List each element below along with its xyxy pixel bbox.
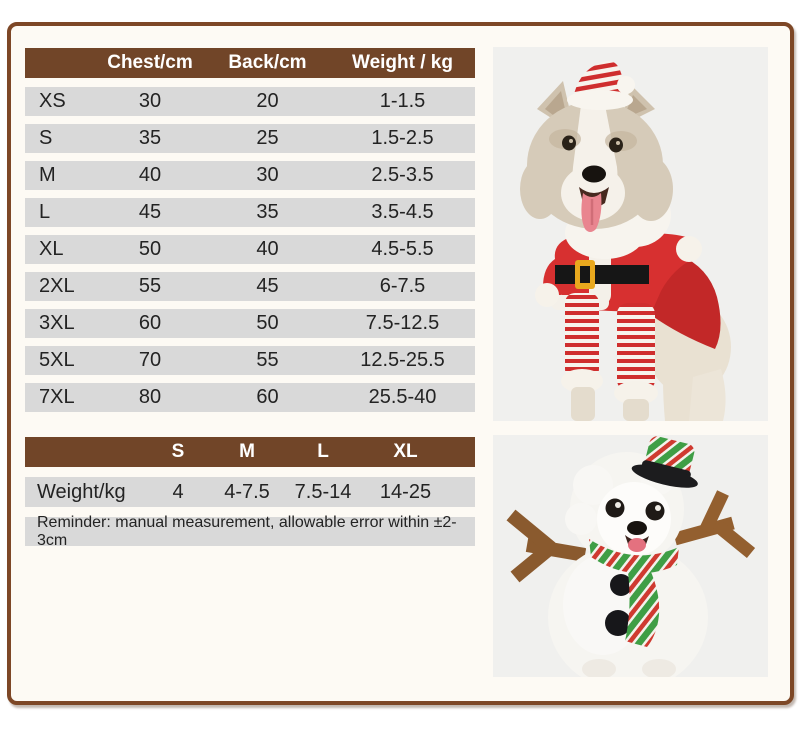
reminder-note: Reminder: manual measurement, allowable error within ±2-3cm xyxy=(25,517,475,546)
table-row xyxy=(25,309,475,338)
weight-value-m: 4-7.5 xyxy=(224,480,270,503)
weight-value: 2.5-3.5 xyxy=(371,164,434,186)
dog-eye xyxy=(646,502,665,521)
chest-value: 30 xyxy=(138,90,162,112)
back-value: 40 xyxy=(256,238,279,260)
chest-value: 45 xyxy=(138,201,162,223)
size-label: 5XL xyxy=(39,349,75,371)
dog-eye xyxy=(562,136,576,151)
size-label: L xyxy=(39,201,51,223)
size-table-body xyxy=(25,87,475,412)
dog-nose xyxy=(582,166,606,183)
weight-value: 7.5-12.5 xyxy=(365,312,440,334)
weight-value: 1.5-2.5 xyxy=(371,127,434,149)
weight-value-s: 4 xyxy=(172,480,184,503)
chest-value: 55 xyxy=(138,275,162,297)
santa-dog-illustration xyxy=(493,47,768,421)
dog-eye xyxy=(609,138,623,153)
table-row xyxy=(25,272,475,301)
back-value: 20 xyxy=(256,90,279,112)
hat-pompom xyxy=(617,76,635,94)
size-label: M xyxy=(39,164,56,186)
back-value: 45 xyxy=(256,275,279,297)
snowman-dog-photo xyxy=(493,435,768,677)
column-header-m: M xyxy=(239,441,255,462)
chest-value: 60 xyxy=(138,312,162,334)
size-table-header xyxy=(25,48,475,78)
dog-tongue xyxy=(628,538,646,552)
dog-nose xyxy=(627,521,647,535)
weight-value: 6-7.5 xyxy=(379,275,426,297)
back-value: 35 xyxy=(256,201,279,223)
weight-value: 3.5-4.5 xyxy=(371,201,434,223)
weight-table-row xyxy=(25,477,475,507)
column-header-back: Back/cm xyxy=(228,52,307,73)
weight-value: 25.5-40 xyxy=(368,386,437,408)
chest-value: 40 xyxy=(138,164,162,186)
weight-value: 1-1.5 xyxy=(379,90,426,112)
table-row xyxy=(25,161,475,190)
chest-value: 80 xyxy=(138,386,162,408)
weight-value: 12.5-25.5 xyxy=(360,349,445,371)
back-value: 50 xyxy=(256,312,279,334)
weight-value-xl: 14-25 xyxy=(379,480,432,503)
table-row xyxy=(25,383,475,412)
size-label: XL xyxy=(39,238,64,260)
chest-value: 50 xyxy=(138,238,162,260)
column-header-xl: XL xyxy=(393,441,418,462)
column-header-s: S xyxy=(171,441,185,462)
table-row xyxy=(25,198,475,227)
chest-value: 70 xyxy=(138,349,162,371)
size-label: 3XL xyxy=(39,312,75,334)
table-row xyxy=(25,124,475,153)
size-label: 7XL xyxy=(39,386,75,408)
back-value: 30 xyxy=(256,164,279,186)
back-value: 55 xyxy=(256,349,279,371)
table-row xyxy=(25,346,475,375)
weight-value: 4.5-5.5 xyxy=(371,238,434,260)
weight-table-header xyxy=(25,437,475,467)
column-header-weight: Weight / kg xyxy=(352,52,453,73)
back-value: 25 xyxy=(256,127,279,149)
santa-dog-photo xyxy=(493,47,768,421)
column-header-chest: Chest/cm xyxy=(107,52,193,73)
back-value: 60 xyxy=(256,386,279,408)
table-row xyxy=(25,235,475,264)
snowman-dog-illustration xyxy=(493,435,768,677)
size-label: S xyxy=(39,127,53,149)
weight-value-l: 7.5-14 xyxy=(294,480,352,503)
size-label: 2XL xyxy=(39,275,75,297)
santa-belt xyxy=(555,265,649,284)
table-row xyxy=(25,87,475,116)
chest-value: 35 xyxy=(138,127,162,149)
size-label: XS xyxy=(39,90,66,112)
column-header-l: L xyxy=(317,441,329,462)
dog-eye xyxy=(606,499,625,518)
weight-row-label: Weight/kg xyxy=(37,480,126,503)
